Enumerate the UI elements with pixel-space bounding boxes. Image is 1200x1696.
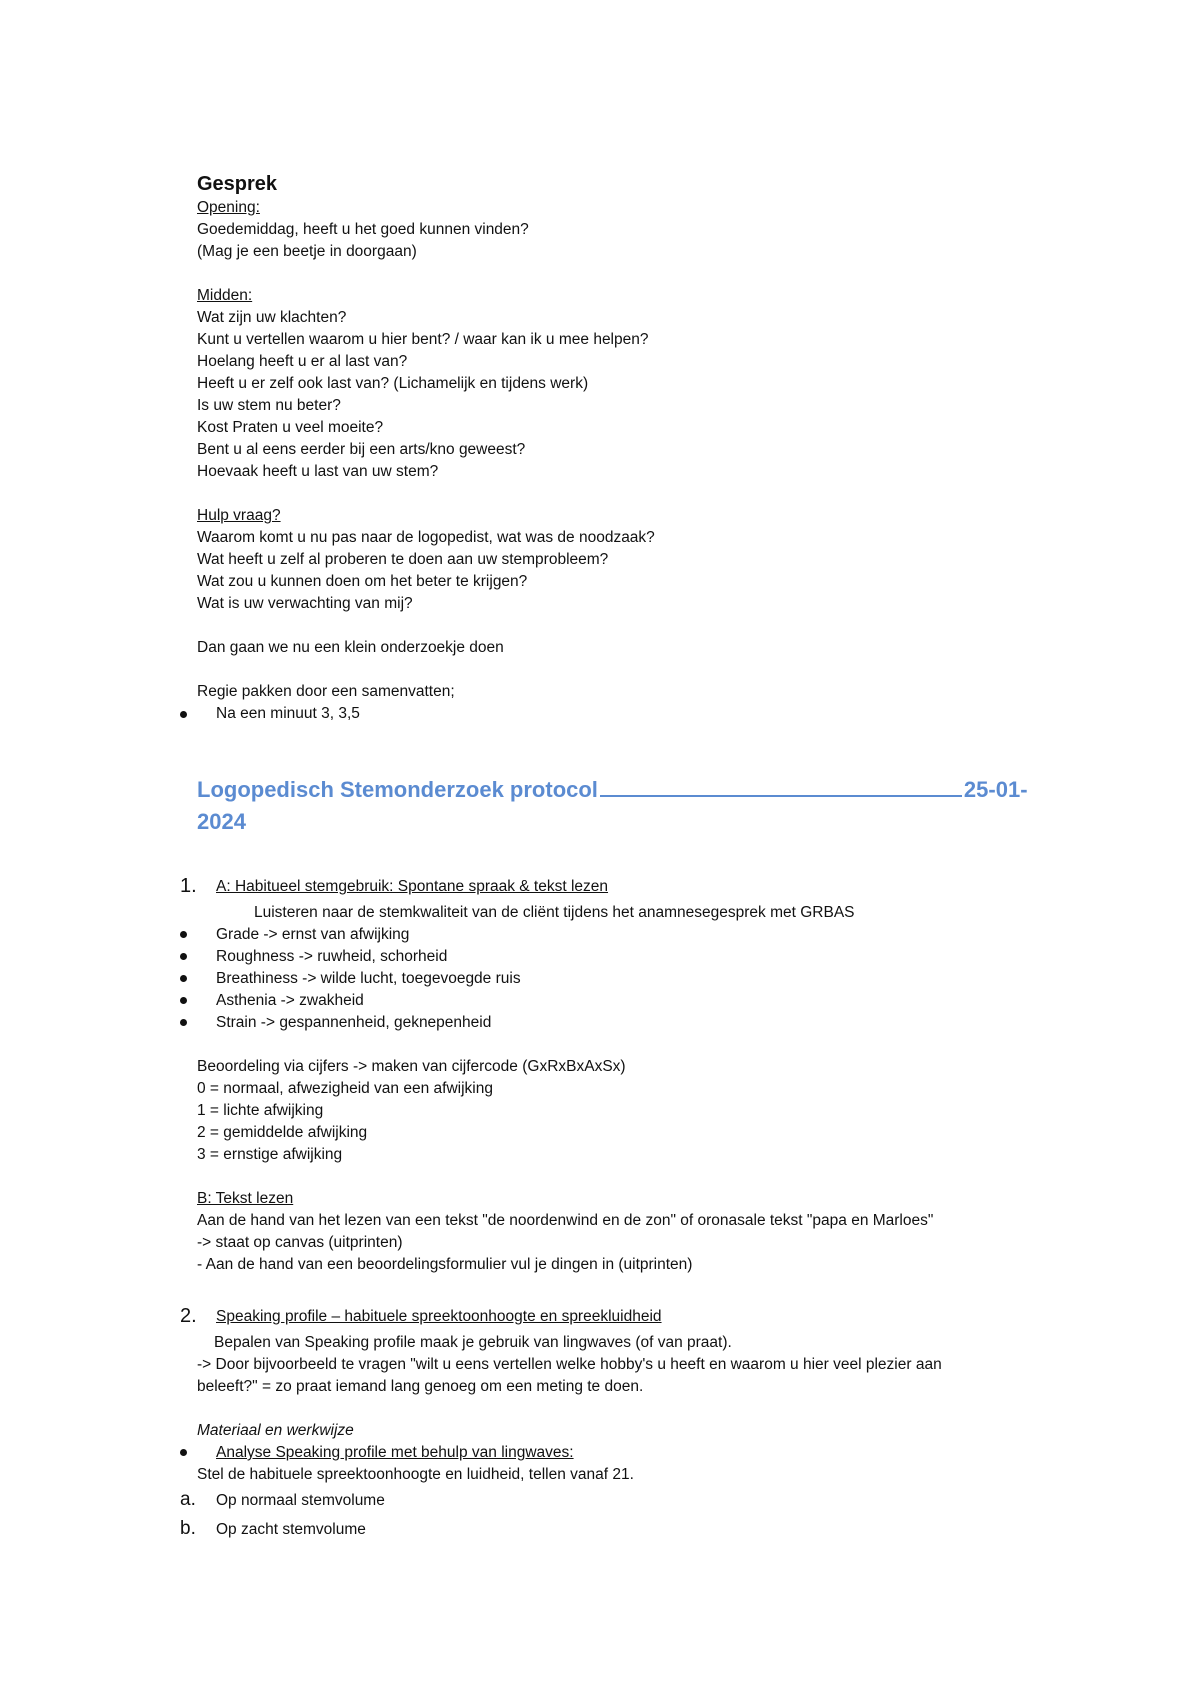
midden-line: Hoevaak heeft u last van uw stem? bbox=[197, 463, 439, 480]
section2-line: -> Door bijvoorbeeld te vragen "wilt u eens vertellen welke hobby's u heeft en waarom u hier veel plezier aan bbox=[197, 1356, 942, 1373]
hulpvraag-label: Hulp vraag? bbox=[197, 507, 281, 524]
instruction-line: Stel de habituele spreektoonhoogte en luidheid, tellen vanaf 21. bbox=[197, 1466, 634, 1483]
opening-line: Goedemiddag, heeft u het goed kunnen vinden? bbox=[197, 221, 529, 238]
tekst-lezen-line: -> staat op canvas (uitprinten) bbox=[197, 1234, 403, 1251]
grbas-item: Asthenia -> zwakheid bbox=[216, 992, 364, 1009]
midden-line: Hoelang heeft u er al last van? bbox=[197, 353, 408, 370]
sub-b-item: Op zacht stemvolume bbox=[216, 1521, 366, 1538]
midden-line: Bent u al eens eerder bij een arts/kno geweest? bbox=[197, 441, 526, 458]
bullet-icon bbox=[180, 975, 187, 982]
bullet-icon bbox=[180, 1019, 187, 1026]
opening-line: (Mag je een beetje in doorgaan) bbox=[197, 243, 417, 260]
opening-label: Opening: bbox=[197, 199, 260, 216]
hulpvraag-line: Wat is uw verwachting van mij? bbox=[197, 595, 413, 612]
midden-line: Wat zijn uw klachten? bbox=[197, 309, 347, 326]
protocol-date-part1: 25-01- bbox=[963, 777, 1028, 802]
regie-bullet: Na een minuut 3, 3,5 bbox=[216, 705, 360, 722]
scoring-line: 0 = normaal, afwezigheid van een afwijking bbox=[197, 1080, 493, 1097]
protocol-title: Logopedisch Stemonderzoek protocol bbox=[197, 777, 598, 802]
regie-line: Regie pakken door een samenvatten; bbox=[197, 683, 455, 700]
bullet-icon bbox=[180, 1449, 187, 1456]
scoring-line: 2 = gemiddelde afwijking bbox=[197, 1124, 368, 1141]
scoring-line: 1 = lichte afwijking bbox=[197, 1102, 324, 1119]
onderzoek-line: Dan gaan we nu een klein onderzoekje doen bbox=[197, 639, 504, 656]
sub-a-item: Op normaal stemvolume bbox=[216, 1492, 385, 1509]
analyse-bullet: Analyse Speaking profile met behulp van lingwaves: bbox=[216, 1444, 574, 1461]
tekst-lezen-title: B: Tekst lezen bbox=[197, 1190, 294, 1207]
bullet-icon bbox=[180, 997, 187, 1004]
section2-line: beleeft?" = zo praat iemand lang genoeg om een meting te doen. bbox=[197, 1378, 644, 1395]
scoring-line: Beoordeling via cijfers -> maken van cijfercode (GxRxBxAxSx) bbox=[197, 1058, 626, 1075]
section1-number: 1. bbox=[180, 875, 197, 897]
hulpvraag-line: Wat zou u kunnen doen om het beter te krijgen? bbox=[197, 573, 528, 590]
tekst-lezen-line: - Aan de hand van een beoordelingsformulier vul je dingen in (uitprinten) bbox=[197, 1256, 693, 1273]
gesprek-title: Gesprek bbox=[197, 173, 278, 195]
sub-a-marker: a. bbox=[180, 1489, 196, 1510]
section1-title: A: Habitueel stemgebruik: Spontane spraak & tekst lezen bbox=[216, 878, 609, 895]
bullet-icon bbox=[180, 953, 187, 960]
section2-number: 2. bbox=[180, 1305, 197, 1327]
scoring-line: 3 = ernstige afwijking bbox=[197, 1146, 343, 1163]
midden-line: Heeft u er zelf ook last van? (Lichamelijk en tijdens werk) bbox=[197, 375, 589, 392]
hulpvraag-line: Wat heeft u zelf al proberen te doen aan uw stemprobleem? bbox=[197, 551, 609, 568]
protocol-heading bbox=[197, 774, 1057, 838]
hulpvraag-line: Waarom komt u nu pas naar de logopedist, wat was de noodzaak? bbox=[197, 529, 655, 546]
section1-intro: Luisteren naar de stemkwaliteit van de cliënt tijdens het anamnesegesprek met GRBAS bbox=[254, 904, 855, 921]
midden-line: Kost Praten u veel moeite? bbox=[197, 419, 384, 436]
grbas-item: Roughness -> ruwheid, schorheid bbox=[216, 948, 448, 965]
grbas-item: Grade -> ernst van afwijking bbox=[216, 926, 410, 943]
section2-title: Speaking profile – habituele spreektoonhoogte en spreekluidheid bbox=[216, 1308, 662, 1325]
bullet-icon bbox=[180, 711, 187, 718]
midden-line: Kunt u vertellen waarom u hier bent? / waar kan ik u mee helpen? bbox=[197, 331, 649, 348]
midden-line: Is uw stem nu beter? bbox=[197, 397, 341, 414]
grbas-item: Strain -> gespannenheid, geknepenheid bbox=[216, 1014, 492, 1031]
grbas-item: Breathiness -> wilde lucht, toegevoegde ruis bbox=[216, 970, 521, 987]
material-label: Materiaal en werkwijze bbox=[197, 1422, 354, 1439]
heading-rule bbox=[600, 795, 962, 797]
tekst-lezen-line: Aan de hand van het lezen van een tekst "de noordenwind en de zon" of oronasale tekst "papa en Marloes" bbox=[197, 1212, 934, 1229]
midden-label: Midden: bbox=[197, 287, 253, 304]
protocol-date-part2: 2024 bbox=[197, 809, 246, 834]
sub-b-marker: b. bbox=[180, 1518, 196, 1539]
bullet-icon bbox=[180, 931, 187, 938]
section2-line: Bepalen van Speaking profile maak je gebruik van lingwaves (of van praat). bbox=[214, 1334, 732, 1351]
